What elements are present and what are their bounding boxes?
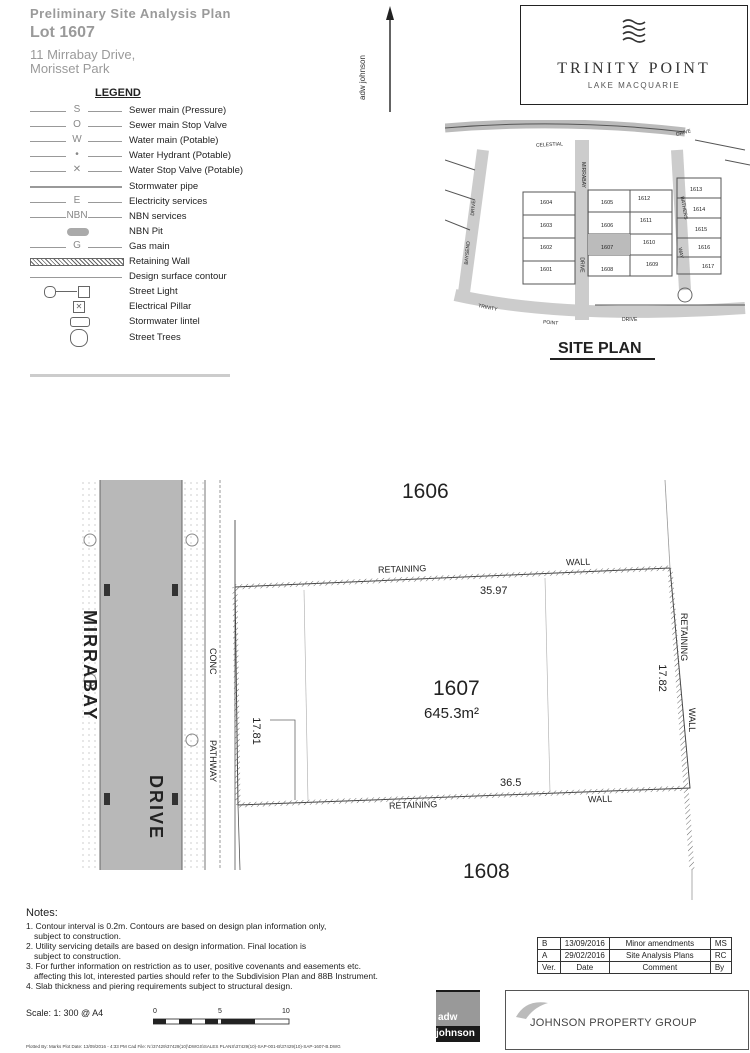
rev-by: RC — [710, 950, 731, 962]
scale-bar — [153, 1018, 293, 1026]
sp-street-celestial: CELESTIAL — [535, 141, 564, 149]
dimension-south: 36.5 — [500, 777, 522, 789]
site-plan-underline — [550, 358, 655, 360]
logo-name: TRINITY POINT — [557, 60, 711, 77]
site-plan-lot-number: 1606 — [601, 223, 614, 229]
rev-header-comment: Comment — [609, 962, 710, 974]
site-plan-lot-number: 1609 — [646, 262, 659, 268]
note-line: subject to construction. — [34, 931, 121, 941]
notes — [26, 908, 496, 991]
legend-symbol-char: S — [73, 104, 81, 115]
sp-street-mirrabay: MIRRABAY — [579, 162, 586, 188]
scale-label: Scale: 1: 300 @ A4 — [26, 1008, 104, 1018]
legend-symbol-char: G — [73, 239, 81, 251]
legend-item — [30, 180, 240, 194]
site-plan-lot-number: 1602 — [540, 245, 553, 251]
site-plan-lot-number: 1604 — [540, 200, 553, 206]
scale-tick-10: 10 — [282, 1008, 290, 1015]
legend-label: NBN services — [129, 210, 187, 222]
pathway-label-conc: CONC — [208, 648, 218, 675]
legend-label: Water Stop Valve (Potable) — [129, 165, 244, 177]
legend-symbol — [30, 164, 122, 178]
logo-subtitle: LAKE MACQUARIE — [587, 81, 681, 90]
legend-item — [30, 285, 240, 299]
legend-symbol-char: W — [72, 134, 82, 146]
street-name-mirrabay: MIRRABAY — [80, 610, 100, 722]
rev-date: 29/02/2016 — [560, 950, 609, 962]
site-plan-heading: SITE PLAN — [558, 340, 642, 357]
legend-item — [30, 210, 240, 224]
dimension-north: 35.97 — [480, 585, 508, 597]
site-plan-lot-number: 1614 — [693, 207, 706, 213]
legend-symbol — [30, 180, 122, 194]
rev-header-date: Date — [560, 962, 609, 974]
note-line: 3. For further information on restriction as to user, positive covenants and easements etc. — [26, 961, 361, 971]
sp-street-drive-3: DRIVE — [469, 200, 478, 216]
wall-label-south-2: WALL — [587, 793, 613, 805]
wall-label-north-1: RETAINING — [377, 563, 427, 575]
legend-label: Stormwater lintel — [129, 316, 200, 328]
legend-label: Sewer main Stop Valve — [129, 120, 228, 132]
legend-item — [30, 240, 240, 254]
site-plan-lot-number: 1601 — [540, 267, 553, 273]
site-plan-lot-number: 1603 — [540, 223, 553, 229]
legend-symbol — [30, 255, 122, 269]
site-plan-lot-number: 1617 — [702, 264, 715, 270]
lot-plan — [80, 480, 750, 900]
plan-title: Preliminary Site Analysis Plan — [30, 6, 231, 21]
legend-item — [30, 149, 240, 163]
legend-label: Electrical Pillar — [129, 301, 192, 313]
legend-label: Water main (Potable) — [129, 135, 219, 147]
lot-south-number: 1608 — [463, 860, 510, 883]
scale-tick-0: 0 — [153, 1008, 157, 1015]
legend-symbol — [30, 149, 122, 163]
legend-symbol — [30, 210, 122, 224]
wall-label-east-2: WALL — [687, 707, 698, 733]
legend-item — [30, 331, 240, 345]
lot-title: Lot 1607 — [30, 24, 95, 41]
rev-comment: Minor amendments — [609, 938, 710, 950]
legend-symbol-char: NBN — [66, 209, 88, 221]
legend-label: Gas main — [129, 240, 170, 252]
legend-label: Electricity services — [129, 195, 208, 207]
wall-label-north-2: WALL — [565, 556, 591, 568]
legend-symbol — [30, 270, 122, 284]
lot-north-number: 1606 — [402, 480, 449, 503]
legend-symbol — [30, 331, 122, 345]
legend-item — [30, 195, 240, 209]
legend-item — [30, 270, 240, 284]
legend-symbol-char: E — [73, 194, 81, 206]
legend-divider — [30, 374, 230, 377]
sp-street-way: WAY — [676, 247, 685, 259]
site-plan-lot-number: 1612 — [638, 196, 651, 202]
legend-item — [30, 255, 240, 269]
revision-header-row — [538, 962, 732, 974]
lot-area: 645.3m² — [424, 705, 480, 722]
legend-label: Water Hydrant (Potable) — [129, 150, 232, 162]
site-plan-lot-number: 1616 — [698, 245, 711, 251]
north-arrow-label: adw johnson — [358, 55, 367, 100]
legend-item — [30, 300, 240, 314]
legend-symbol: ✕ — [30, 300, 122, 314]
revision-row — [538, 938, 732, 950]
rev-header-ver: Ver. — [538, 962, 561, 974]
rev-ver: B — [538, 938, 561, 950]
legend-label: Street Trees — [129, 331, 181, 343]
note-line: affecting this lot, interested parties should refer to the Subdivision Plan and 88B Instrument. — [34, 971, 378, 981]
notes-heading: Notes: — [26, 907, 58, 919]
site-plan-lot-number: 1605 — [601, 200, 614, 206]
legend-item — [30, 119, 240, 133]
legend-symbol-char: • — [75, 149, 79, 161]
address-line1: 11 Mirrabay Drive, — [30, 47, 136, 62]
legend-symbol — [30, 195, 122, 209]
street-name-drive: DRIVE — [146, 775, 166, 841]
plot-info: Plotted By: Marks Plot Date: 13/09/2016 - 4:33 PM Cad File: N:\37429\37429(10)\DWGS\SALES PLANS\37429(10)-SAP-001-B\37429(10)-SAP-1607-B.DWG — [26, 1044, 341, 1049]
site-plan-lot-number: 1610 — [643, 240, 656, 246]
legend-symbol — [30, 315, 122, 329]
lot-number: 1607 — [433, 677, 480, 700]
legend-label: Sewer main (Pressure) — [129, 105, 227, 116]
legend-symbol — [30, 104, 122, 118]
rev-date: 13/09/2016 — [560, 938, 609, 950]
adw-logo-johnson: johnson — [436, 1028, 475, 1039]
legend-item — [30, 225, 240, 239]
legend-symbol — [30, 119, 122, 133]
legend-label: Street Light — [129, 286, 178, 298]
legend-item — [30, 164, 244, 178]
note-line: 4. Slab thickness and piering requirements subject to structural design. — [26, 981, 293, 991]
legend-symbol — [30, 134, 122, 148]
site-plan-lot-number: 1608 — [601, 267, 614, 273]
sp-street-baysend: BAYSEND — [463, 241, 472, 265]
revision-table — [537, 937, 732, 974]
legend-symbol — [30, 240, 122, 254]
dimension-east: 17.82 — [655, 664, 668, 692]
legend-symbol — [30, 225, 122, 239]
company-name: JOHNSON PROPERTY GROUP — [530, 1017, 697, 1029]
adw-logo-text: adw — [438, 1012, 458, 1023]
legend-symbol-char: O — [73, 119, 81, 131]
sp-street-bathers: BATHERS — [678, 196, 689, 220]
site-plan-lot-number: 1607 — [601, 245, 614, 251]
sp-street-drive-2: DRIVE — [578, 257, 585, 273]
rev-by: MS — [710, 938, 731, 950]
legend-item — [30, 134, 240, 148]
waves-icon — [619, 16, 649, 46]
sp-street-point: POINT — [542, 319, 559, 327]
legend-item — [30, 315, 240, 329]
rev-comment: Site Analysis Plans — [609, 950, 710, 962]
legend-item — [30, 104, 240, 118]
sp-street-drive-4: DRIVE — [622, 317, 638, 323]
site-plan-lot-number: 1615 — [695, 227, 708, 233]
sp-street-drive-1: DRIVE — [675, 128, 692, 138]
dimension-west: 17.81 — [249, 717, 262, 745]
legend-symbol — [30, 285, 122, 299]
sp-street-trinity: TRINITY — [477, 303, 498, 313]
pathway-label-pathway: PATHWAY — [208, 740, 218, 783]
legend-heading: LEGEND — [95, 87, 141, 99]
site-plan-lot-number: 1611 — [640, 218, 652, 224]
scale-tick-5: 5 — [218, 1008, 222, 1015]
legend-label: Design surface contour — [129, 271, 227, 283]
site-plan-lot-number: 1613 — [690, 187, 703, 193]
address — [30, 48, 135, 76]
north-arrow-icon — [378, 4, 402, 116]
note-line: 1. Contour interval is 0.2m. Contours are based on design plan information only, — [26, 921, 327, 931]
revision-row — [538, 950, 732, 962]
legend-symbol-char: ✕ — [72, 164, 82, 176]
note-line: 2. Utility servicing details are based on design information. Final location is — [26, 941, 307, 951]
wall-label-south-1: RETAINING — [388, 799, 438, 811]
legend-label: NBN Pit — [129, 225, 163, 237]
wall-label-east-1: RETAINING — [679, 612, 690, 662]
note-line: subject to construction. — [34, 951, 121, 961]
address-line2: Morisset Park — [30, 61, 110, 76]
rev-ver: A — [538, 950, 561, 962]
legend-label: Retaining Wall — [129, 256, 190, 267]
rev-header-by: By — [710, 962, 731, 974]
legend-label: Stormwater pipe — [129, 180, 199, 192]
